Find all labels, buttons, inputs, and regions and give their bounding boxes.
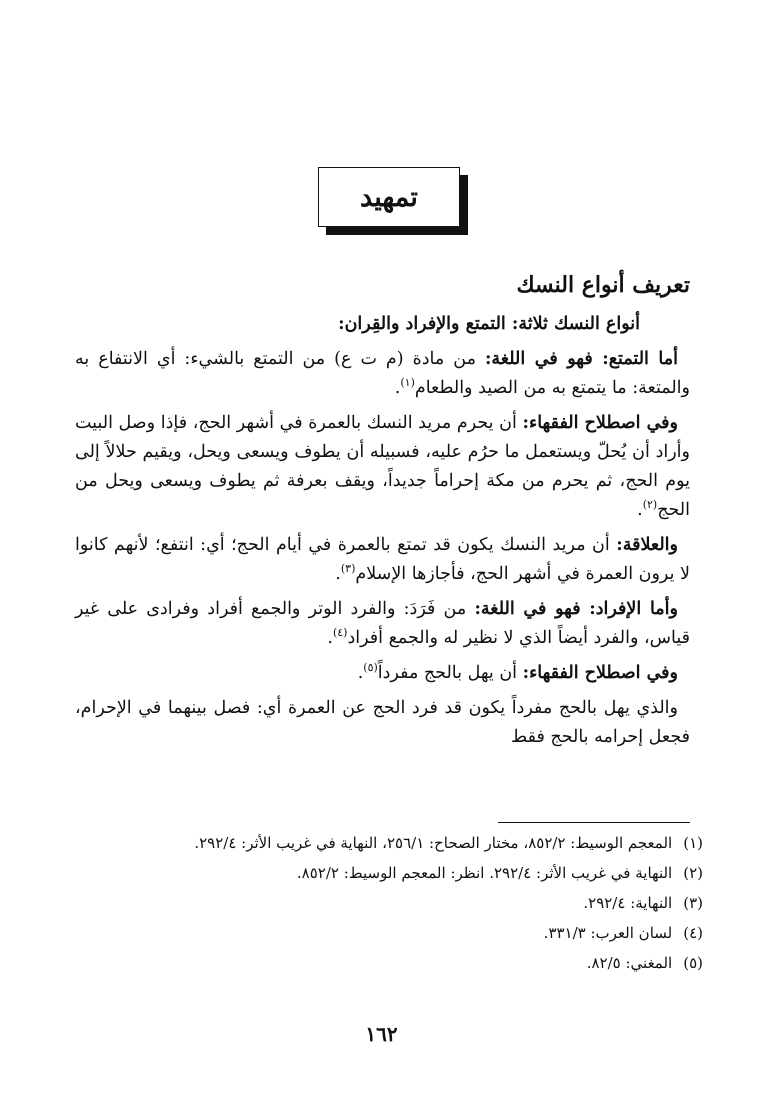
paragraph (75, 310, 690, 339)
paragraph-text: والذي يهل بالحج مفرداً يكون قد فرد الحج عن العمرة أي: فصل بينهما في الإحرام، فجعل إحرامه بالحج فقط (75, 698, 690, 747)
chapter-title-box (318, 167, 460, 227)
footnote (75, 922, 703, 944)
paragraph-lead: وفي اصطلاح الفقهاء: (522, 413, 678, 433)
paragraph (75, 694, 690, 752)
footnote-number: (٥) (683, 954, 703, 972)
body-text (75, 310, 690, 758)
paragraph-lead: أنواع النسك ثلاثة: التمتع والإفراد والقِران: (338, 314, 640, 334)
page-number: ١٦٢ (365, 1022, 398, 1046)
paragraph: وفي اصطلاح الفقهاء: أن يهل بالحج مفرداً$^{(٥)}$. (357, 661, 678, 683)
paragraph-text: من مادة (م ت ع) من التمتع بالشيء: أي الانتفاع به والمتعة: ما يتمتع به من الصيد والطعام (75, 349, 690, 398)
paragraph-text: أن يهل بالحج مفرداً (377, 663, 523, 683)
footnote-text: لسان العرب: ٣٣١/٣. (543, 924, 673, 942)
footnote (75, 892, 703, 914)
footnote-ref: (٣) (340, 562, 356, 576)
paragraph-lead: أما التمتع: فهو في اللغة: (484, 349, 679, 369)
footnote-ref: (١) (400, 376, 415, 390)
footnote (75, 832, 703, 854)
paragraph: وفي اصطلاح الفقهاء: أن يحرم مريد النسك بالعمرة في أشهر الحج، فإذا وصل البيت وأراد أن يُحلّ ويستعمل ما حرُم عليه، فسبيله أن يطوف ويسعى ويحل، ويقيم حلالاً إلى يوم الحج، ثم يحرم من مكة إحراماً جديداً، ويقف بعرفة ثم يطوف ويسعى ويحل من الحج$^{(٢)}$. (75, 413, 690, 520)
footnote-ref: (٢) (642, 498, 658, 512)
footnotes (75, 832, 703, 982)
section-heading: تعريف أنواع النسك (516, 272, 690, 298)
footnote-number: (٣) (683, 894, 703, 912)
paragraph-lead: وفي اصطلاح الفقهاء: (522, 663, 678, 683)
paragraph-lead: والعلاقة: (616, 535, 678, 555)
footnote-ref: (٥) (363, 661, 378, 675)
paragraph-text: من فَرَدَ: والفرد الوتر والجمع أفراد وفرادى على غير قياس، والفرد أيضاً الذي لا نظير له والجمع أفراد (75, 599, 690, 648)
paragraph-lead: وأما الإفراد: فهو في اللغة: (474, 599, 678, 619)
footnote-number: (٢) (683, 864, 703, 882)
paragraph: أما التمتع: فهو في اللغة: من مادة (م ت ع) من التمتع بالشيء: أي الانتفاع به والمتعة: ما يتمتع به من الصيد والطعام$^{(١)}$. (75, 349, 690, 398)
footnote-text: المغني: ٨٢/٥. (586, 954, 673, 972)
footnote-ref: (٤) (332, 626, 348, 640)
footnote-number: (١) (683, 834, 703, 852)
footnote-text: النهاية في غريب الأثر: ٢٩٢/٤. انظر: المعجم الوسيط: ٨٥٢/٢. (296, 864, 673, 882)
footnote-divider (498, 822, 690, 823)
paragraph: وأما الإفراد: فهو في اللغة: من فَرَدَ: والفرد الوتر والجمع أفراد وفرادى على غير قياس، والفرد أيضاً الذي لا نظير له والجمع أفراد$^{(٤)}$. (75, 599, 690, 648)
footnote-text: المعجم الوسيط: ٨٥٢/٢، مختار الصحاح: ٢٥٦/١، النهاية في غريب الأثر: ٢٩٢/٤. (194, 834, 673, 852)
paragraph-text: أن مريد النسك يكون قد تمتع بالعمرة في أيام الحج؛ أي: انتفع؛ لأنهم كانوا لا يرون العمرة في أشهر الحج، فأجازها الإسلام (75, 535, 690, 584)
paragraph-text: أن يحرم مريد النسك بالعمرة في أشهر الحج، فإذا وصل البيت وأراد أن يُحلّ ويستعمل ما حرُم عليه، فسبيله أن يطوف ويسعى ويحل، ويقيم حلالاً إلى يوم الحج، ثم يحرم من مكة إحراماً جديداً، ويقف بعرفة ثم يطوف ويسعى ويحل من الحج (75, 413, 690, 520)
footnote-text: النهاية: ٢٩٢/٤. (583, 894, 673, 912)
footnote-number: (٤) (683, 924, 703, 942)
paragraph: والعلاقة: أن مريد النسك يكون قد تمتع بالعمرة في أيام الحج؛ أي: انتفع؛ لأنهم كانوا لا يرون العمرة في أشهر الحج، فأجازها الإسلام$^{(٣)}$. (75, 535, 690, 584)
footnote (75, 862, 703, 884)
footnote (75, 952, 703, 974)
chapter-title: تمهيد (360, 181, 418, 213)
